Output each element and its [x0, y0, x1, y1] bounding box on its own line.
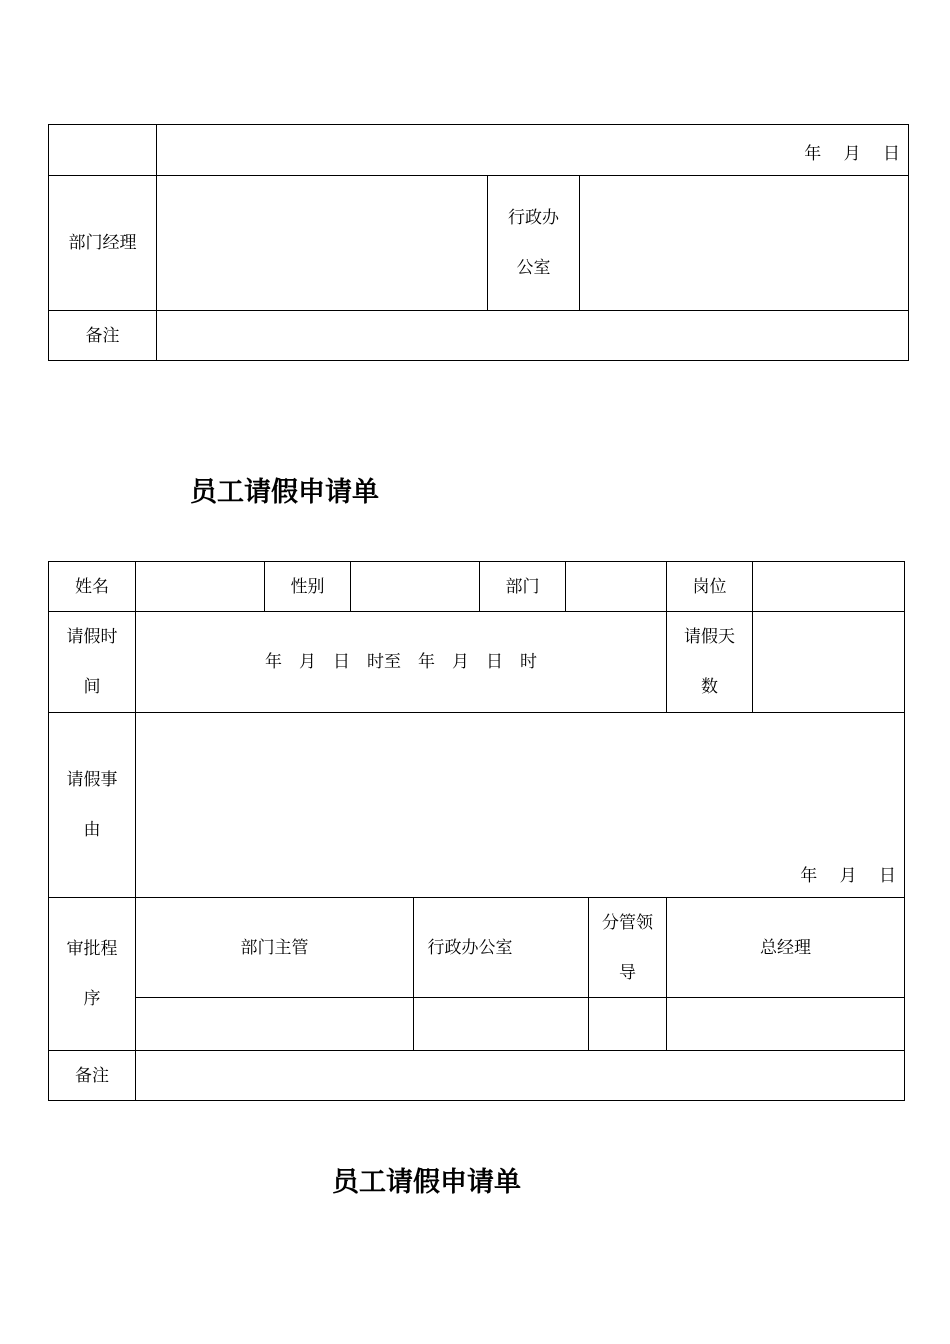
leave-days-label — [667, 612, 752, 712]
leave-time-line1: 请假时 — [66, 627, 118, 647]
reason-field[interactable] — [136, 713, 904, 897]
position-label: 岗位 — [692, 576, 727, 597]
dept-label: 部门 — [505, 576, 540, 597]
form2-remarks-label: 备注 — [75, 1065, 109, 1086]
form1-remarks-field[interactable] — [157, 311, 908, 360]
approval-line1: 审批程 — [66, 939, 118, 959]
general-manager-sign-field[interactable] — [667, 998, 904, 1050]
leave-days-line1: 请假天 — [684, 627, 735, 647]
leave-time-field[interactable]: 年 月 日 时至 年 月 日 时 — [265, 652, 537, 672]
form1-remarks-label: 备注 — [85, 325, 120, 346]
form1-admin-office-label — [488, 176, 579, 310]
form1-admin-office-line2: 公室 — [516, 258, 551, 278]
form1-dept-manager-field[interactable] — [157, 176, 487, 310]
division-leader-sign-field[interactable] — [589, 998, 666, 1050]
form1-dept-manager-label: 部门经理 — [68, 233, 137, 253]
name-label: 姓名 — [75, 576, 109, 597]
leave-time-label — [49, 612, 135, 712]
form1-admin-office-field[interactable] — [580, 176, 908, 310]
general-manager-header: 总经理 — [760, 937, 811, 958]
form3-title: 员工请假申请单 — [332, 1167, 521, 1198]
reason-line2: 由 — [83, 820, 101, 840]
form2-remarks-field[interactable] — [136, 1051, 904, 1100]
form1-date: 年 月 日 — [804, 144, 900, 164]
approval-line2: 序 — [83, 989, 101, 1009]
leave-days-field[interactable] — [753, 612, 904, 712]
gender-field[interactable] — [351, 562, 479, 611]
reason-label — [49, 713, 135, 897]
admin-office-sign-field[interactable] — [414, 998, 588, 1050]
form2-title: 员工请假申请单 — [190, 477, 379, 508]
dept-supervisor-header: 部门主管 — [240, 937, 309, 958]
admin-office-header: 行政办公室 — [427, 937, 513, 958]
form1-admin-office-line1: 行政办 — [508, 208, 559, 228]
division-leader-line1: 分管领 — [602, 912, 653, 933]
dept-supervisor-sign-field[interactable] — [136, 998, 413, 1050]
leave-time-line2: 间 — [83, 677, 101, 697]
dept-field[interactable] — [566, 562, 666, 611]
reason-date: 年 月 日 — [800, 866, 896, 886]
leave-days-line2: 数 — [701, 677, 718, 697]
reason-line1: 请假事 — [66, 770, 118, 790]
name-field[interactable] — [136, 562, 264, 611]
division-leader-header — [589, 898, 666, 997]
position-field[interactable] — [753, 562, 904, 611]
gender-label: 性别 — [290, 576, 325, 597]
approval-label — [49, 898, 135, 1050]
division-leader-line2: 导 — [619, 962, 636, 983]
